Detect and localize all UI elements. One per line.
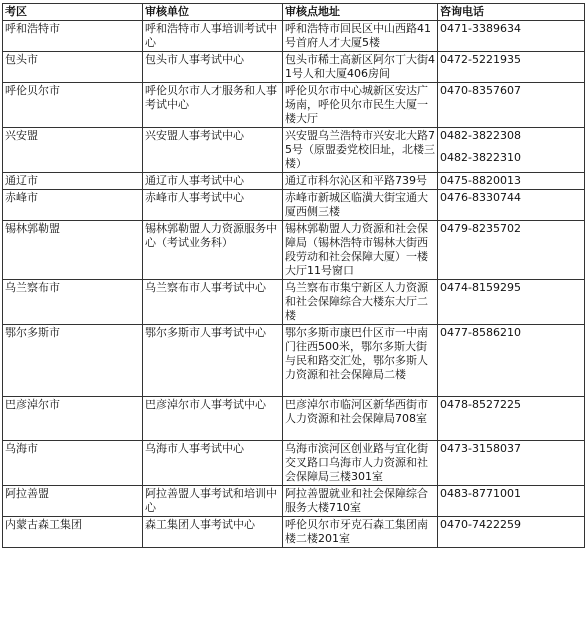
unit-cell: 阿拉善盟人事考试和培训中心 — [143, 486, 283, 517]
unit-cell: 呼伦贝尔市人才服务和人事考试中心 — [143, 83, 283, 128]
unit-cell: 巴彦淖尔市人事考试中心 — [143, 397, 283, 441]
phone-cell — [438, 83, 585, 128]
region-cell: 通辽市 — [3, 173, 143, 190]
table-row — [3, 83, 585, 128]
phone-number: 0476-8330744 — [440, 191, 521, 204]
address-cell: 呼和浩特市回民区中山西路41号首府人才大厦5楼 — [283, 21, 438, 52]
address-cell: 鄂尔多斯市康巴什区市一中南门往西500米，鄂尔多斯大街与民和路交汇处，鄂尔多斯人力资源和社会保障局二楼 — [283, 325, 438, 397]
unit-cell: 呼和浩特市人事培训考试中心 — [143, 21, 283, 52]
header-unit: 审核单位 — [143, 4, 283, 21]
phone-cell — [438, 325, 585, 397]
phone-number: 0475-8820013 — [440, 174, 521, 187]
address-cell: 巴彦淖尔市临河区新华西街市人力资源和社会保障局708室 — [283, 397, 438, 441]
table-row — [3, 441, 585, 486]
unit-cell: 通辽市人事考试中心 — [143, 173, 283, 190]
unit-cell: 赤峰市人事考试中心 — [143, 190, 283, 221]
phone-number: 0482-3822310 — [440, 151, 521, 164]
unit-cell: 森工集团人事考试中心 — [143, 517, 283, 548]
table-row — [3, 486, 585, 517]
region-cell: 内蒙古森工集团 — [3, 517, 143, 548]
region-cell: 巴彦淖尔市 — [3, 397, 143, 441]
address-cell: 包头市稀土高新区阿尔丁大街41号人和大厦406房间 — [283, 52, 438, 83]
phone-number: 0482-3822308 — [440, 129, 521, 142]
address-cell: 锡林郭勒盟人力资源和社会保障局（锡林浩特市锡林大街西段劳动和社会保障大厦）一楼大厅11号窗口 — [283, 221, 438, 280]
phone-number: 0470-8357607 — [440, 84, 521, 97]
phone-number: 0478-8527225 — [440, 398, 521, 411]
region-cell: 乌兰察布市 — [3, 280, 143, 325]
region-cell: 呼伦贝尔市 — [3, 83, 143, 128]
table-row — [3, 190, 585, 221]
address-cell: 乌海市滨河区创业路与宜化街交叉路口乌海市人力资源和社会保障局三楼301室 — [283, 441, 438, 486]
phone-cell — [438, 173, 585, 190]
table-row — [3, 221, 585, 280]
phone-cell — [438, 190, 585, 221]
table-row — [3, 21, 585, 52]
phone-number: 0471-3389634 — [440, 22, 521, 35]
table-row — [3, 280, 585, 325]
unit-cell: 锡林郭勒盟人力资源服务中心（考试业务科） — [143, 221, 283, 280]
phone-cell — [438, 52, 585, 83]
phone-number: 0479-8235702 — [440, 222, 521, 235]
address-cell: 呼伦贝尔市中心城新区安达广场南，呼伦贝尔市民生大厦一楼大厅 — [283, 83, 438, 128]
header-address: 审核点地址 — [283, 4, 438, 21]
address-cell: 通辽市科尔沁区和平路739号 — [283, 173, 438, 190]
phone-cell — [438, 128, 585, 173]
header-region: 考区 — [3, 4, 143, 21]
region-cell: 鄂尔多斯市 — [3, 325, 143, 397]
exam-center-table — [2, 3, 585, 548]
address-cell: 赤峰市新城区临潢大街宝通大厦西侧三楼 — [283, 190, 438, 221]
phone-number: 0474-8159295 — [440, 281, 521, 294]
region-cell: 兴安盟 — [3, 128, 143, 173]
table-row — [3, 52, 585, 83]
phone-number: 0477-8586210 — [440, 326, 521, 339]
phone-number: 0473-3158037 — [440, 442, 521, 455]
header-row — [3, 4, 585, 21]
address-cell: 呼伦贝尔市牙克石森工集团南楼二楼201室 — [283, 517, 438, 548]
phone-cell — [438, 280, 585, 325]
unit-cell: 包头市人事考试中心 — [143, 52, 283, 83]
table-row — [3, 517, 585, 548]
region-cell: 呼和浩特市 — [3, 21, 143, 52]
address-cell: 兴安盟乌兰浩特市兴安北大路75号（原盟委党校旧址，北楼三楼） — [283, 128, 438, 173]
unit-cell: 乌兰察布市人事考试中心 — [143, 280, 283, 325]
region-cell: 乌海市 — [3, 441, 143, 486]
phone-cell — [438, 21, 585, 52]
address-cell: 乌兰察布市集宁新区人力资源和社会保障综合大楼东大厅二楼 — [283, 280, 438, 325]
region-cell: 赤峰市 — [3, 190, 143, 221]
address-cell: 阿拉善盟就业和社会保障综合服务大楼710室 — [283, 486, 438, 517]
phone-number: 0472-5221935 — [440, 53, 521, 66]
phone-number: 0470-7422259 — [440, 518, 521, 531]
unit-cell: 乌海市人事考试中心 — [143, 441, 283, 486]
region-cell: 包头市 — [3, 52, 143, 83]
phone-number: 0483-8771001 — [440, 487, 521, 500]
unit-cell: 兴安盟人事考试中心 — [143, 128, 283, 173]
table-row — [3, 173, 585, 190]
phone-cell — [438, 397, 585, 441]
phone-cell — [438, 517, 585, 548]
phone-cell — [438, 441, 585, 486]
table-row — [3, 128, 585, 173]
phone-cell — [438, 221, 585, 280]
phone-cell — [438, 486, 585, 517]
table-row — [3, 397, 585, 441]
table-body — [3, 21, 585, 548]
region-cell: 阿拉善盟 — [3, 486, 143, 517]
table-row — [3, 325, 585, 397]
header-phone: 咨询电话 — [438, 4, 585, 21]
region-cell: 锡林郭勒盟 — [3, 221, 143, 280]
unit-cell: 鄂尔多斯市人事考试中心 — [143, 325, 283, 397]
